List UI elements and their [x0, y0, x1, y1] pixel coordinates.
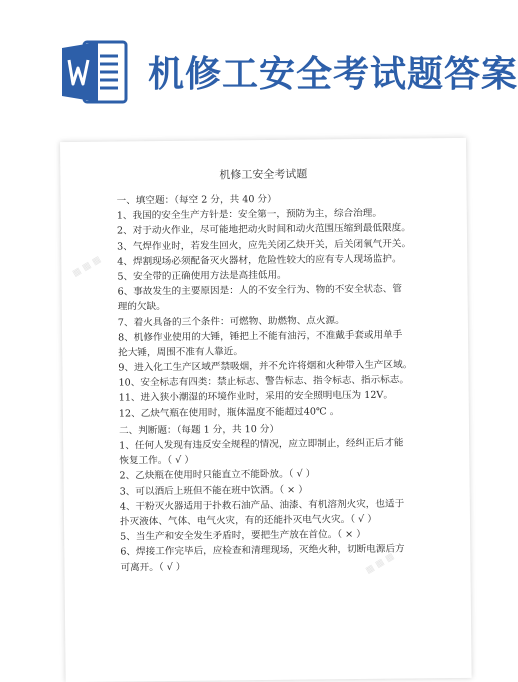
text-line: 恢复工作。（ √ ）: [119, 454, 194, 467]
text-line: 5、安全带的正确使用方法是高挂低用。: [117, 269, 287, 283]
text-line: 理的欠缺。: [117, 301, 166, 313]
text-line: 2、乙炔瓶在使用时只能直立不能卧放。（ √ ）: [119, 468, 316, 482]
text-line: 1、任何人发现有违反安全规程的情况，应立即制止，经纠正后才能: [119, 437, 404, 452]
document-body: [117, 190, 451, 575]
text-line: 8、机修作业使用的大锤，锤把上不能有油污，不准戴手套或用单手: [118, 329, 403, 344]
text-line: 可离开。（ √ ）: [120, 561, 186, 574]
text-line: 9、进入化工生产区域严禁吸烟，并不允许将烟和火种带入生产区域。: [118, 359, 413, 374]
text-line: 6、焊接工作完毕后，应检查和清理现场，灭绝火种，切断电源后方: [120, 543, 405, 558]
text-line: 2、对于动火作业，尽可能地把动火时间和动火范围压缩到最低限度。: [116, 222, 411, 237]
watermark: ▦ ▦ ▦: [70, 254, 103, 280]
banner-header: [0, 0, 518, 135]
text-line: 抡大锤，周围不准有人靠近。: [118, 346, 243, 359]
section-heading: 二、判断题：（每题 1 分，共 10 分）: [118, 423, 280, 437]
text-line: 11、进入狭小潮湿的环境作业时，采用的安全照明电压为 12V。: [118, 390, 393, 404]
text-line: 12、乙炔气瓶在使用时，瓶体温度不能超过40℃ 。: [118, 405, 340, 420]
text-line: 10、安全标志有四类：禁止标志、警告标志、指令标志、指示标志。: [118, 374, 410, 389]
text-line: 1、我国的安全生产方针是：安全第一，预防为主，综合治理。: [116, 207, 382, 222]
text-line: 3、可以酒后上班但不能在班中饮酒。（ × ）: [119, 484, 308, 498]
text-line: 4、干粉灭火器适用于扑救石油产品、油漆、有机溶剂火灾，也适于: [119, 498, 405, 513]
text-line: 4、焊割现场必须配备灭火器材，危险性较大的应有专人现场监护。: [117, 253, 402, 268]
text-line: 5、当生产和安全发生矛盾时，要把生产放在首位。（ × ）: [120, 529, 366, 543]
text-line: 一、填空题：（每空 2 分，共 40 分）: [116, 193, 277, 207]
text-line: 3、气焊作业时，若发生回火，应先关闭乙炔开关，后关闭氧气开关。: [117, 238, 412, 253]
banner-title: 机修工安全考试题答案: [148, 54, 518, 95]
word-document-icon: [60, 38, 130, 106]
text-line: 6、事故发生的主要原因是：人的不安全行为、物的不安全状态、管: [117, 283, 402, 298]
watermark: ▦ ▦ ▦: [364, 551, 397, 577]
text-line: 扑灭液体、气体、电气火灾，有的还能扑灭电气火灾。（ √ ）: [119, 513, 377, 528]
document-page: [60, 138, 472, 682]
document-title: 机修工安全考试题: [219, 167, 308, 182]
text-line: 7、着火具备的三个条件：可燃物、助燃物、点火源。: [117, 314, 345, 329]
